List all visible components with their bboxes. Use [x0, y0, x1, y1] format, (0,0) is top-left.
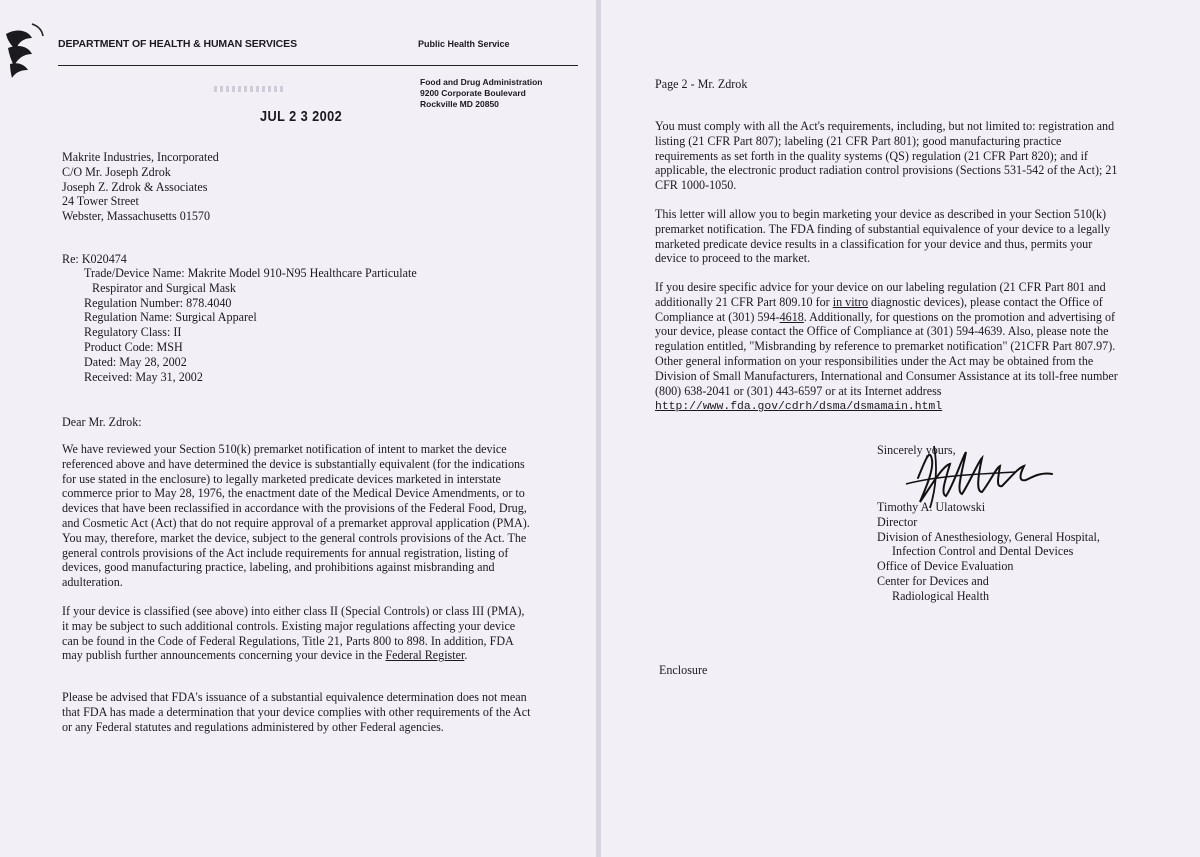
address-line: C/O Mr. Joseph Zdrok — [62, 164, 171, 179]
paragraph-contact-info — [655, 280, 1125, 415]
signer-name: Timothy A. Ulatowski — [877, 500, 986, 514]
federal-register-text: Federal Register — [385, 648, 465, 663]
agency-line: 9200 Corporate Boulevard — [420, 88, 526, 98]
paragraph-text: If your device is classified (see above) into either class II (Special Controls) or class III (PMA), it may be subject to such additional controls. Existing major regulations affecting your device can be found in the Code of Federal Regulations, Title 21, Parts 800 to 898. In addition, FDA may publish further announcements concerning your device in the — [62, 604, 525, 663]
paragraph-text: . Additionally, for questions on the promotion and advertising of your device, please contact the Office of Compliance at (301) 594-4639. Also, please note the regulation entitled, "Misbranding by reference to premarket notification" (21CFR Part 807.97). Other general information on your responsibilities under the Act may be obtained from the Division of Small Manufacturers, International and Consumer Assistance at its toll-free number (800) 638-2041 or (301) 443-6597 or at its Internet address — [655, 309, 1118, 398]
detail-line: Regulation Name: Surgical Apparel — [84, 310, 257, 325]
faint-stamp-mark — [214, 86, 284, 92]
device-details — [84, 266, 417, 384]
signer-office: Office of Device Evaluation — [877, 559, 1014, 574]
address-line: Makrite Industries, Incorporated — [62, 150, 219, 164]
phone-extension: 4618 — [779, 309, 804, 324]
agency-line: Rockville MD 20850 — [420, 99, 499, 109]
department-name: DEPARTMENT OF HEALTH & HUMAN SERVICES — [58, 38, 297, 50]
paragraph-advisory: Please be advised that FDA's issuance of a substantial equivalence determination does not mean that FDA has made a determination that your device complies with other requirements of the Act or any Federal statutes and regulations administered by other Federal agencies. — [62, 690, 531, 734]
agency-line: Food and Drug Administration — [420, 77, 543, 87]
letter-page-1 — [0, 0, 596, 857]
hhs-eagle-logo-icon — [2, 20, 46, 80]
address-line: 24 Tower Street — [62, 194, 139, 209]
paragraph-text: diagnostic devices), please contact the Office of Compliance at (301) 594- — [655, 294, 1103, 324]
header-rule — [58, 65, 578, 66]
page2-header: Page 2 - Mr. Zdrok — [655, 77, 748, 91]
signer-center: Center for Devices and — [877, 573, 989, 588]
paragraph-text: If you desire specific advice for your device on our labeling regulation (21 CFR Part 801 and additionally 21 CFR Part 809.10 for — [655, 280, 1106, 309]
recipient-address — [62, 150, 219, 224]
in-vitro-text: in vitro — [832, 294, 868, 309]
address-line: Joseph Z. Zdrok & Associates — [62, 179, 208, 194]
paragraph-requirements: You must comply with all the Act's requirements, including, but not limited to: registration and listing (21 CFR Part 807); labeling (21 CFR Part 801); good manufacturing practice requirements as set forth in the quality systems (QS) regulation (21 CFR Part 820); and if applicable, the electronic product radiation control provisions (Sections 531-542 of the Act); 21 CFR 1000-1050. — [655, 119, 1118, 193]
reference-number: Re: K020474 — [62, 252, 127, 266]
paragraph-text-end: . — [464, 648, 468, 663]
signer-title: Director — [877, 514, 918, 529]
detail-line: Respirator and Surgical Mask — [92, 280, 236, 295]
detail-line: Regulation Number: 878.4040 — [84, 295, 232, 310]
salutation: Dear Mr. Zdrok: — [62, 415, 142, 429]
signer-center: Radiological Health — [892, 588, 990, 603]
detail-line: Regulatory Class: II — [84, 325, 182, 340]
paragraph-marketing: This letter will allow you to begin marketing your device as described in your Section 510(k) premarket notification. The FDA finding of substantial equivalence of your device to a legally marketed predicate device results in a classification for your device and thus, permits your device to proceed to the market. — [655, 207, 1111, 266]
closing: Sincerely yours, — [877, 443, 956, 457]
detail-line: Product Code: MSH — [84, 339, 183, 354]
signature-block — [877, 500, 1100, 604]
detail-line: Trade/Device Name: Makrite Model 910-N95 Healthcare Particulate — [84, 266, 417, 280]
signer-division: Division of Anesthesiology, General Hospital, — [877, 529, 1100, 544]
paragraph-substantial-equivalence: We have reviewed your Section 510(k) premarket notification of intent to market the device referenced above and have determined the device is substantially equivalent (for the indications for use stated in the enclosure) to legally marketed predicate devices marketed in interstate commerce prior to May 28, 1976, the enactment date of the Medical Device Amendments, or to devices that have been reclassified in accordance with the provisions of the Federal Food, Drug, and Cosmetic Act (Act) that do not require approval of a premarket approval application (PMA). You may, therefore, market the device, subject to the general controls provisions of the Act. The general controls provisions of the Act include requirements for annual registration, listing of devices, good manufacturing practice, labeling, and prohibitions against misbranding and adulteration. — [62, 442, 530, 590]
address-line: Webster, Massachusetts 01570 — [62, 209, 211, 224]
paragraph-additional-controls — [62, 604, 532, 663]
service-name: Public Health Service — [418, 39, 510, 49]
date-stamp: JUL 2 3 2002 — [260, 108, 343, 125]
signer-division: Infection Control and Dental Devices — [892, 544, 1074, 559]
detail-line: Received: May 31, 2002 — [84, 369, 203, 384]
enclosure-note: Enclosure — [659, 663, 708, 677]
fda-url-link[interactable]: http://www.fda.gov/cdrh/dsma/dsmamain.html — [655, 401, 943, 414]
detail-line: Dated: May 28, 2002 — [84, 354, 187, 369]
agency-address — [420, 77, 542, 110]
